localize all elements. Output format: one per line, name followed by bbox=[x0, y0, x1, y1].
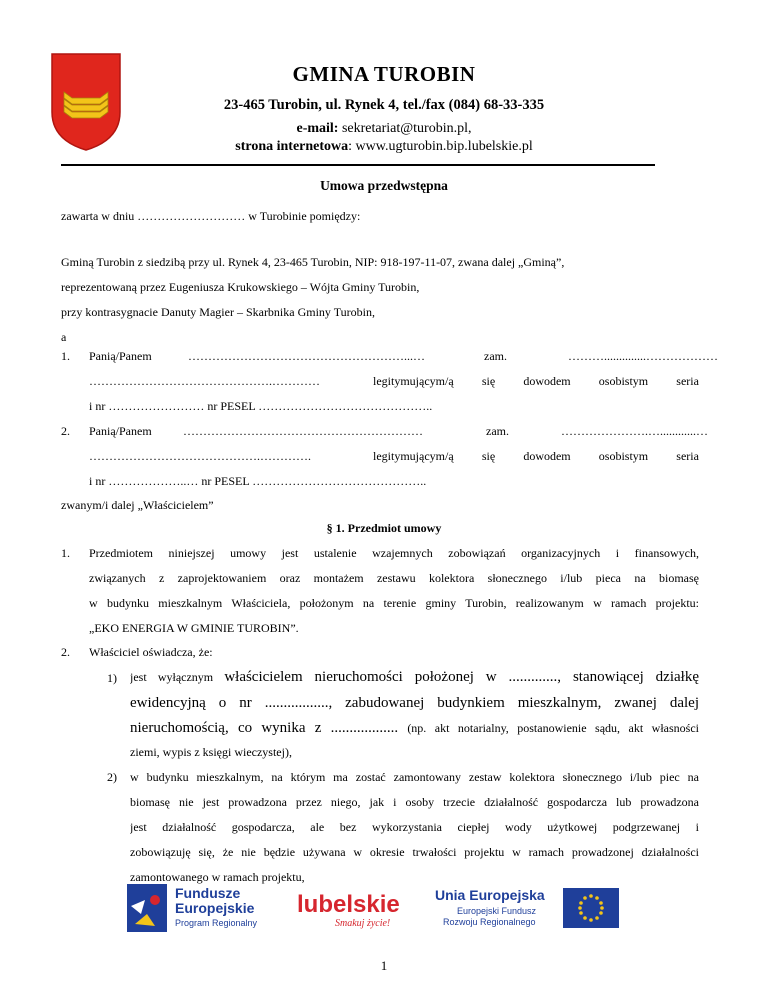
eu-flag bbox=[563, 888, 619, 928]
owner1-number: 1. bbox=[61, 349, 70, 363]
item1-text-c: nieruchomością, co wynika z .................. bbox=[130, 720, 408, 736]
owner1-label: Panią/Panem bbox=[89, 349, 152, 363]
page-number: 1 bbox=[380, 958, 388, 973]
item2-line: jest działalność gospodarcza, ale bez wykorzystania ciepłej wody użytkowej podgrzewanej i bbox=[130, 820, 699, 834]
item1-text-d: (np. akt notarialny, postanowienie sądu, akt własności bbox=[407, 721, 699, 735]
item1-number: 1) bbox=[107, 671, 117, 685]
item2-line: zamontowanego w ramach projektu, bbox=[130, 870, 305, 884]
owner2-pesel-line: i nr ………………..… nr PESEL …………………………………….. bbox=[89, 474, 427, 488]
s1-p2-text: Właściciel oświadcza, że: bbox=[89, 645, 213, 659]
party-line: reprezentowaną przez Eugeniusza Krukowskiego – Wójta Gminy Turobin, bbox=[61, 280, 420, 294]
item2-number: 2) bbox=[107, 770, 117, 784]
word: seria bbox=[676, 374, 699, 388]
owner1-zam-label: zam. bbox=[484, 349, 507, 363]
s1-p1-line: związanych z zaprojektowaniem oraz montażem zestawu kolektora słonecznego i/lub pieca na biomasę bbox=[89, 571, 699, 585]
email-label: e-mail: bbox=[296, 121, 339, 136]
s1-p1-line: Przedmiotem niniejszej umowy jest ustalenie wzajemnych zobowiązań organizacyjnych i finansowych, bbox=[89, 546, 699, 560]
document-title: Umowa przedwstępna bbox=[320, 178, 448, 193]
word: osobistym bbox=[598, 449, 649, 463]
party-line: Gminą Turobin z siedzibą przy ul. Rynek 4, 23-465 Turobin, NIP: 918-197-11-07, zwana dalej „Gminą”, bbox=[61, 255, 565, 269]
fe-line2: Europejskie bbox=[175, 900, 255, 916]
fundusze-europejskie-logo bbox=[127, 884, 258, 932]
word: seria bbox=[676, 449, 699, 463]
lubelskie-tagline: Smakuj życie! bbox=[335, 918, 391, 929]
item1-text-b: właścicielem nieruchomości położonej w ............., stanowiącej działkę bbox=[224, 669, 699, 685]
s1-p2-number: 2. bbox=[61, 645, 70, 659]
owner1-name-blank[interactable]: ………………………………………………...… bbox=[188, 349, 425, 363]
owner1-pesel-line: i nr …………………… nr PESEL …………………………………….. bbox=[89, 399, 433, 413]
item2-line: biomasę nie jest prowadzona przez niego, jak i osoby trzecie działalność gospodarcza lub prowadzona bbox=[130, 795, 699, 809]
item1-text-a: jest wyłącznym bbox=[130, 670, 225, 684]
email-value: sekretariat@turobin.pl, bbox=[341, 121, 472, 136]
fe-line1: Fundusze bbox=[175, 885, 241, 901]
s1-p1-line: w budynku mieszkalnym Właściciela, położonym na terenie gminy Turobin, realizowanym w ramach projektu: bbox=[89, 596, 699, 610]
owner2-zam-label: zam. bbox=[486, 424, 509, 438]
website-value: : www.ugturobin.bip.lubelskie.pl bbox=[348, 139, 533, 154]
owner-suffix: zwanym/i dalej „Właścicielem” bbox=[61, 498, 214, 512]
owner2-address-blank[interactable]: ………………….…............… bbox=[561, 424, 708, 438]
owner2-label: Panią/Panem bbox=[89, 424, 152, 438]
header-divider bbox=[61, 164, 655, 166]
word: osobistym bbox=[598, 374, 649, 388]
website-label: strona internetowa bbox=[235, 139, 349, 154]
s1-p1-line: „EKO ENERGIA W GMINIE TUROBIN”. bbox=[89, 621, 299, 635]
ue-line1: Unia Europejska bbox=[435, 887, 545, 903]
header-email bbox=[0, 121, 768, 137]
lubelskie-logo bbox=[297, 891, 400, 929]
eu-funding-logos bbox=[125, 880, 645, 938]
owner2-blank[interactable]: …………………………………….…………. bbox=[89, 449, 311, 463]
word: się bbox=[481, 449, 496, 463]
item1-line-1 bbox=[130, 667, 699, 688]
party-line: przy kontrasygnacie Danuty Magier – Skarbnika Gminy Turobin, bbox=[61, 305, 375, 319]
item1-line-4: ziemi, wypis z księgi wieczystej), bbox=[130, 745, 292, 759]
ue-line2: Europejski Fundusz bbox=[457, 906, 537, 916]
owner1-address-blank[interactable]: ………..............……………… bbox=[568, 349, 718, 363]
owner2-id-line bbox=[373, 449, 699, 464]
ue-line3: Rozwoju Regionalnego bbox=[443, 917, 536, 927]
section-1-title: § 1. Przedmiot umowy bbox=[326, 521, 442, 535]
owner1-id-line bbox=[373, 374, 699, 389]
item1-line-3 bbox=[130, 718, 699, 739]
item1-line-2: ewidencyjną o nr ................., zabudowanej budynkiem mieszkalnym, zwanej dalej bbox=[130, 695, 699, 711]
party-line: a bbox=[61, 330, 67, 344]
word: dowodem bbox=[523, 449, 571, 463]
eu-logo bbox=[435, 887, 619, 928]
intro-line: zawarta w dniu ……………………… w Turobinie pomiędzy: bbox=[61, 209, 361, 223]
owner2-name-blank[interactable]: …………………………………………………… bbox=[183, 424, 423, 438]
header-website bbox=[0, 139, 768, 155]
word: dowodem bbox=[523, 374, 571, 388]
header-address: 23-465 Turobin, ul. Rynek 4, tel./fax (084) 68-33-335 bbox=[223, 97, 545, 113]
owner2-number: 2. bbox=[61, 424, 70, 438]
item2-line: zobowiązuję się, że nie będzie używana w okresie trwałości projektu w ramach prowadzonej działalności bbox=[130, 845, 699, 859]
word: się bbox=[481, 374, 496, 388]
s1-p1-number: 1. bbox=[61, 546, 70, 560]
header-title: GMINA TUROBIN bbox=[292, 62, 476, 86]
fe-line3: Program Regionalny bbox=[175, 918, 258, 928]
word: legitymującym/ą bbox=[373, 374, 454, 388]
word: legitymującym/ą bbox=[373, 449, 454, 463]
item2-line: w budynku mieszkalnym, na którym ma zostać zamontowany zestaw kolektora słonecznego i/lub piec na bbox=[130, 770, 699, 784]
owner1-blank[interactable]: ……………………………………….………… bbox=[89, 374, 320, 388]
lubelskie-word: lubelskie bbox=[297, 891, 400, 918]
